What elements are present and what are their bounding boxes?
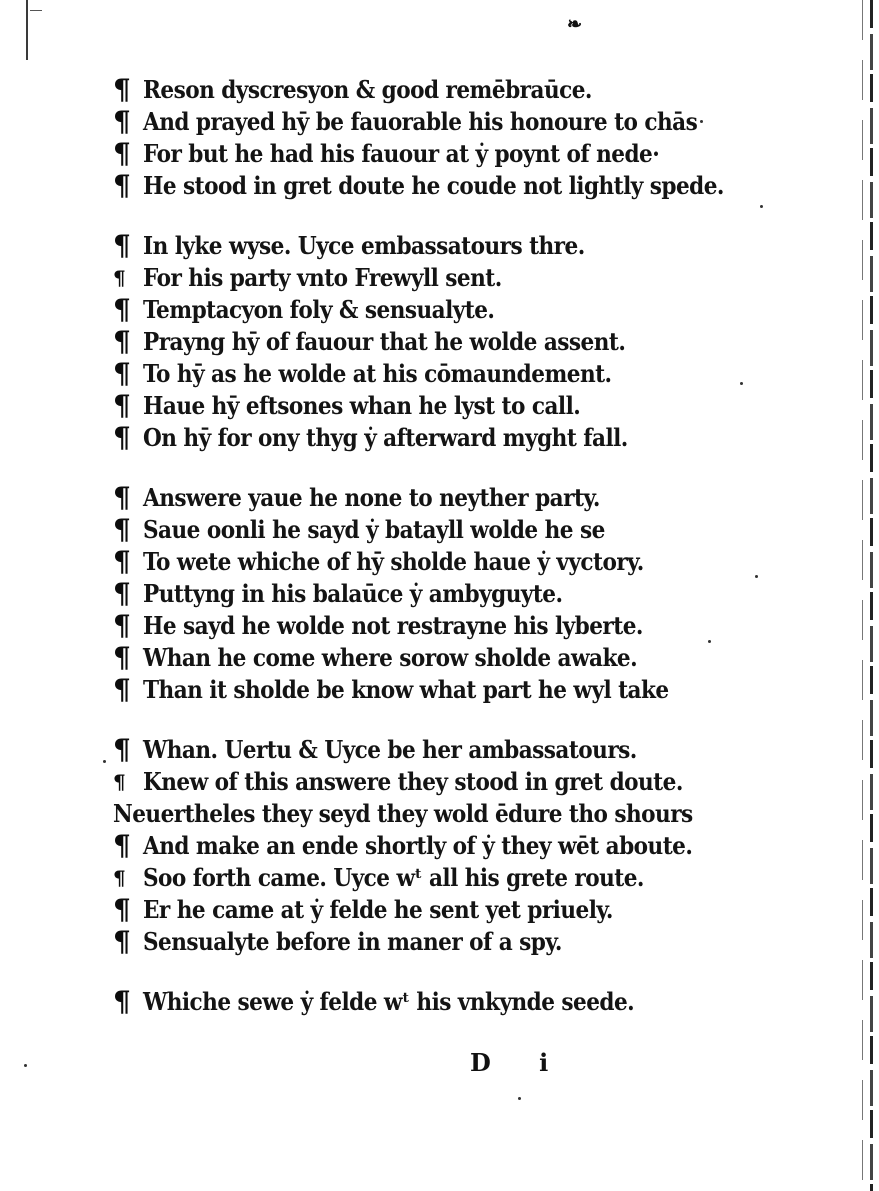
pilcrow-icon: ¶: [113, 985, 131, 1018]
verse-text: Prayng hȳ of fauour that he wolde assent.: [143, 327, 626, 356]
stanza: [113, 230, 763, 454]
scan-right-edge: [870, 0, 873, 1191]
scan-speck: [755, 575, 758, 578]
verse-text: Er he came at ẏ felde he sent yet priuely.: [143, 895, 613, 924]
pilcrow-icon: ¶: [113, 293, 131, 326]
verse-line: [113, 546, 763, 578]
pilcrow-icon: ¶: [113, 577, 131, 610]
pilcrow-icon: ¶: [113, 105, 131, 138]
verse-line: [113, 830, 763, 862]
verse-line: [113, 734, 763, 766]
scan-speck: [700, 120, 703, 123]
pilcrow-icon: ¶: [113, 733, 131, 766]
scan-speck: [708, 640, 711, 643]
scan-speck: [103, 760, 106, 763]
verse-line: [113, 230, 763, 262]
pilcrow-icon: ¶: [113, 481, 131, 514]
scan-left-mark: [30, 10, 42, 11]
verse-text: To wete whiche of hȳ sholde haue ẏ vyctory.: [143, 547, 644, 576]
pilcrow-icon: ¶: [113, 641, 131, 674]
verse-line: [113, 610, 763, 642]
verse-line: [113, 986, 763, 1018]
scan-speck: [740, 382, 743, 385]
verse-line: [113, 894, 763, 926]
pilcrow-icon: ¶: [113, 673, 131, 706]
verse-line: [113, 926, 763, 958]
verse-text: Soo forth came. Uyce wᵗ all his grete route.: [143, 863, 644, 892]
ornament-mark: ❧: [567, 14, 583, 35]
verse-text: And make an ende shortly of ẏ they wēt aboute.: [143, 831, 693, 860]
verse-text: In lyke wyse. Uyce embassatours thre.: [143, 231, 585, 260]
verse-line: [113, 514, 763, 546]
pilcrow-icon: ¶: [113, 866, 126, 890]
stanza: [113, 986, 763, 1018]
verse-text: For but he had his fauour at ẏ poynt of nede·: [143, 139, 660, 168]
verse-line: [113, 862, 763, 894]
pilcrow-icon: ¶: [113, 609, 131, 642]
verse-text: Answere yaue he none to neyther party.: [143, 483, 600, 512]
verse-text: Sensualyte before in maner of a spy.: [143, 927, 562, 956]
scan-speck: [760, 205, 763, 208]
verse-text: Haue hȳ eftsones whan he lyst to call.: [143, 391, 581, 420]
verse-line: [113, 390, 763, 422]
verse-text: Than it sholde be know what part he wyl take: [143, 675, 669, 704]
verse-line: [113, 482, 763, 514]
pilcrow-icon: ¶: [113, 229, 131, 262]
verse-line: [113, 422, 763, 454]
scan-left-edge: [26, 0, 28, 60]
pilcrow-icon: ¶: [113, 545, 131, 578]
verse-text: For his party vnto Frewyll sent.: [143, 263, 502, 292]
scan-speck: [518, 1097, 521, 1100]
verse-line: [113, 170, 763, 202]
verse-text: Neuertheles they seyd they wold ēdure tho shours: [113, 799, 693, 828]
verse-line: [113, 674, 763, 706]
scan-right-edge-secondary: [862, 0, 863, 1191]
verse-text: Whan he come where sorow sholde awake.: [143, 643, 638, 672]
verse-line: [113, 578, 763, 610]
verse-text: Puttyng in his balaūce ẏ ambyguyte.: [143, 579, 563, 608]
pilcrow-icon: ¶: [113, 73, 131, 106]
signature-mark: D i: [470, 1048, 569, 1077]
verse-line: [113, 642, 763, 674]
pilcrow-icon: ¶: [113, 829, 131, 862]
verse-line: [113, 262, 763, 294]
verse-text: Temptacyon foly & sensualyte.: [143, 295, 495, 324]
verse-text: Whiche sewe ẏ felde wᵗ his vnkynde seede.: [143, 987, 635, 1016]
pilcrow-icon: ¶: [113, 389, 131, 422]
pilcrow-icon: ¶: [113, 770, 126, 794]
verse-line: [113, 798, 763, 830]
verse-text: On hȳ for ony thyg ẏ afterward myght fall.: [143, 423, 628, 452]
pilcrow-icon: ¶: [113, 266, 126, 290]
verse-line: [113, 106, 763, 138]
verse-line: [113, 766, 763, 798]
verse-text: To hȳ as he wolde at his cōmaundement.: [143, 359, 612, 388]
pilcrow-icon: ¶: [113, 925, 131, 958]
pilcrow-icon: ¶: [113, 169, 131, 202]
verse-line: [113, 326, 763, 358]
verse-text: And prayed hȳ be fauorable his honoure to chās: [143, 107, 698, 136]
verse-text: He stood in gret doute he coude not lightly spede.: [143, 171, 724, 200]
poem-text: [113, 74, 763, 1046]
verse-text: Knew of this answere they stood in gret doute.: [143, 767, 683, 796]
pilcrow-icon: ¶: [113, 893, 131, 926]
scan-speck: [24, 1064, 27, 1067]
pilcrow-icon: ¶: [113, 357, 131, 390]
verse-line: [113, 294, 763, 326]
pilcrow-icon: ¶: [113, 137, 131, 170]
stanza: [113, 734, 763, 958]
pilcrow-icon: ¶: [113, 513, 131, 546]
pilcrow-icon: ¶: [113, 421, 131, 454]
verse-line: [113, 358, 763, 390]
stanza: [113, 482, 763, 706]
verse-text: He sayd he wolde not restrayne his lyberte.: [143, 611, 643, 640]
stanza: [113, 74, 763, 202]
pilcrow-icon: ¶: [113, 325, 131, 358]
verse-text: Saue oonli he sayd ẏ batayll wolde he se: [143, 515, 605, 544]
verse-text: Reson dyscresyon & good remēbraūce.: [143, 75, 592, 104]
verse-text: Whan. Uertu & Uyce be her ambassatours.: [143, 735, 637, 764]
verse-line: [113, 74, 763, 106]
verse-line: [113, 138, 763, 170]
